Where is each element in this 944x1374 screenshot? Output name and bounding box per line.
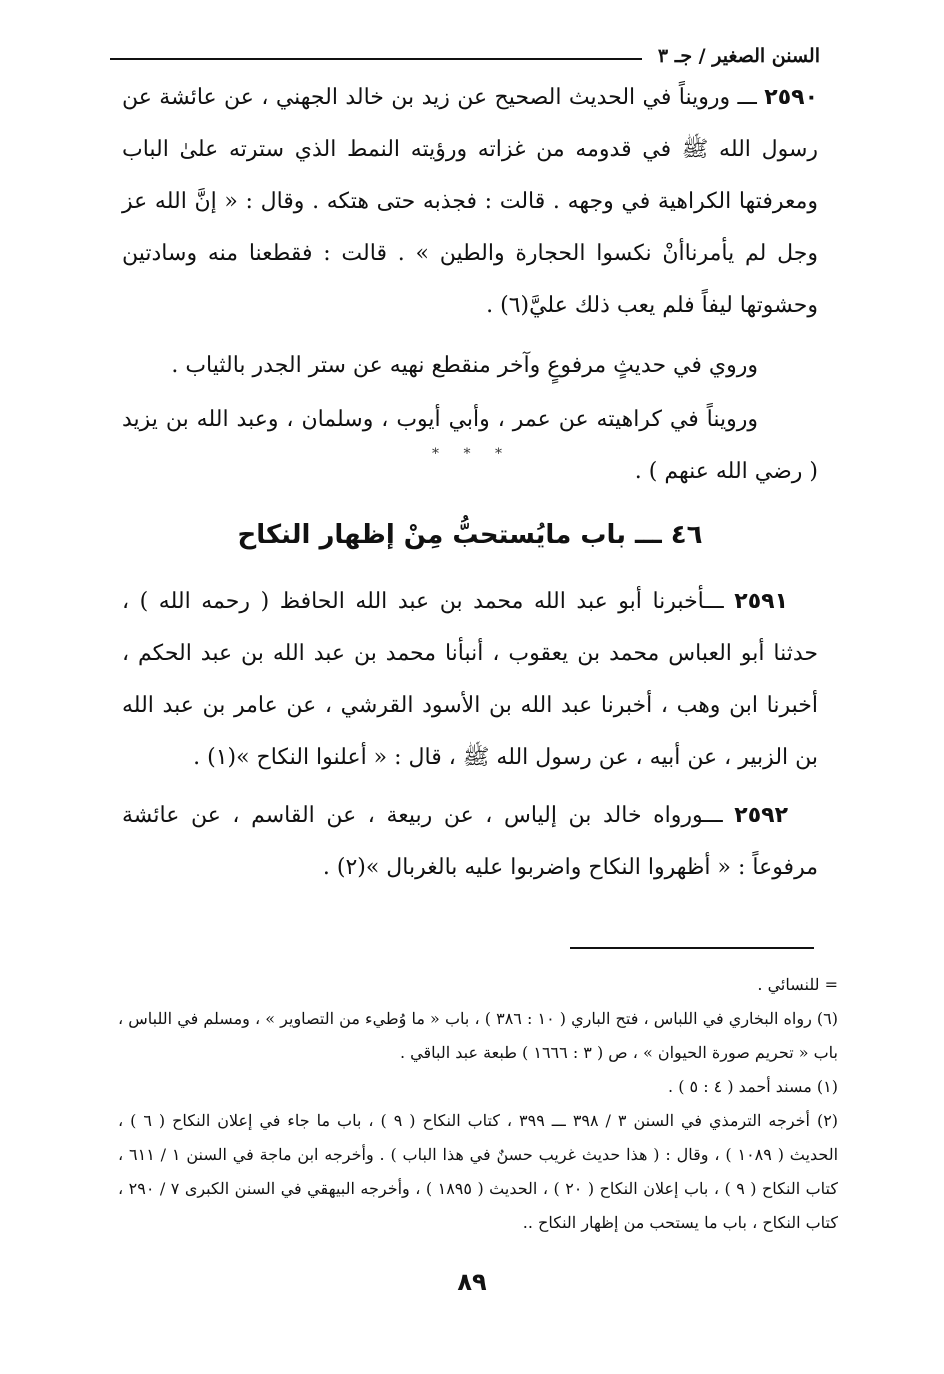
hadith-2591 bbox=[122, 576, 818, 784]
footnotes bbox=[118, 968, 838, 1240]
hadith-number: ٢٥٩٢ bbox=[734, 803, 788, 828]
hadith-text: ـــورواه خالد بن إلياس ، عن ربيعة ، عن القاسم ، عن عائشة مرفوعاً : « أظهروا النكاح واضربوا عليه بالغربال »(٢) . bbox=[122, 803, 818, 880]
footnote-1: (١) مسند أحمد ( ٤ : ٥ ) . bbox=[668, 1077, 838, 1096]
hadith-2592 bbox=[122, 790, 818, 894]
hadith-number: ٢٥٩١ bbox=[734, 589, 788, 614]
footnote-separator bbox=[570, 947, 814, 949]
chapter-heading: ٤٦ ـــ باب مايُستحبُّ مِنْ إظهار النكاح bbox=[237, 520, 703, 550]
footnote-2: (٢) أخرجه الترمذي في السنن ٣ / ٣٩٨ ـــ ٣٩٩ ، كتاب النكاح ( ٩ ) ، باب ما جاء في إعلان النكاح ( ٦ ) ، الحديث ( ١٠٨٩ ) ، وقال : ( هذا حديث غريب حسنٌ في هذا الباب ) . وأخرجه ابن ماجة في السنن ١ / ٦١١ ، كتاب النكاح ( ٩ ) ، باب إعلان النكاح ( ٢٠ ) ، الحديث ( ١٨٩٥ ) ، وأخرجه البيهقي في السنن الكبرى ٧ / ٢٩٠ ، كتاب النكاح ، باب ما يستحب من إظهار النكاح .. bbox=[118, 1111, 839, 1232]
footnote-continuation: = للنسائي . bbox=[757, 975, 838, 994]
section-separator: * * * bbox=[432, 446, 512, 462]
hadith-2590 bbox=[122, 72, 818, 332]
header-rule bbox=[110, 58, 642, 60]
header-title: السنن الصغير / جـ ٣ bbox=[657, 45, 820, 67]
footnote-6: (٦) رواه البخاري في اللباس ، فتح الباري ( ١٠ : ٣٨٦ ) ، باب « ما وُطيء من التصاوير » ، ومسلم في اللباس ، باب « تحريم صورة الحيوان » ، ص ( ٣ : ١٦٦٦ ) طبعة عبد الباقي . bbox=[118, 1009, 839, 1062]
hadith-text: ـــأخبرنا أبو عبد الله محمد بن عبد الله الحافظ ( رحمه الله ) ، حدثنا أبو العباس محمد بن يعقوب ، أنبأنا محمد بن عبد الله بن عبد الحكم ، أخبرنا ابن وهب ، أخبرنا عبد الله بن الأسود القرشي ، عن عامر بن عبد الله بن الزبير ، عن أبيه ، عن رسول الله ﷺ ، قال : « أعلنوا النكاح »(١) . bbox=[122, 589, 818, 770]
page-number: ٨٩ bbox=[457, 1268, 487, 1296]
paragraph-disapproval: ورويناً في كراهيته عن عمر ، وأبي أيوب ، وسلمان ، وعبد الله بن يزيد ( رضي الله عنهم ) . bbox=[122, 407, 818, 484]
hadith-text: ـــ ورويناً في الحديث الصحيح عن زيد بن خالد الجهني ، عن عائشة عن رسول الله ﷺ في قدومه من غزاته ورؤيته النمط الذي سترته علىٰ الباب ومعرفتها الكراهية في وجهه . قالت : فجذبه حتى هتكه . وقال : « إنَّ الله عز وجل لم يأمرناأنْ نكسوا الحجارة والطين » . قالت : فقطعنا منه وسادتين وحشوتها ليفاً فلم يعب ذلك عليَّ(٦) . bbox=[122, 85, 818, 318]
section-1-text bbox=[122, 72, 818, 498]
section-2-text bbox=[122, 576, 818, 894]
running-header bbox=[110, 38, 820, 74]
hadith-number: ٢٥٩٠ bbox=[764, 85, 818, 110]
paragraph-cover-walls: وروي في حديثٍ مرفوعٍ وآخر منقطع نهيه عن ستر الجدر بالثياب . bbox=[171, 353, 758, 378]
